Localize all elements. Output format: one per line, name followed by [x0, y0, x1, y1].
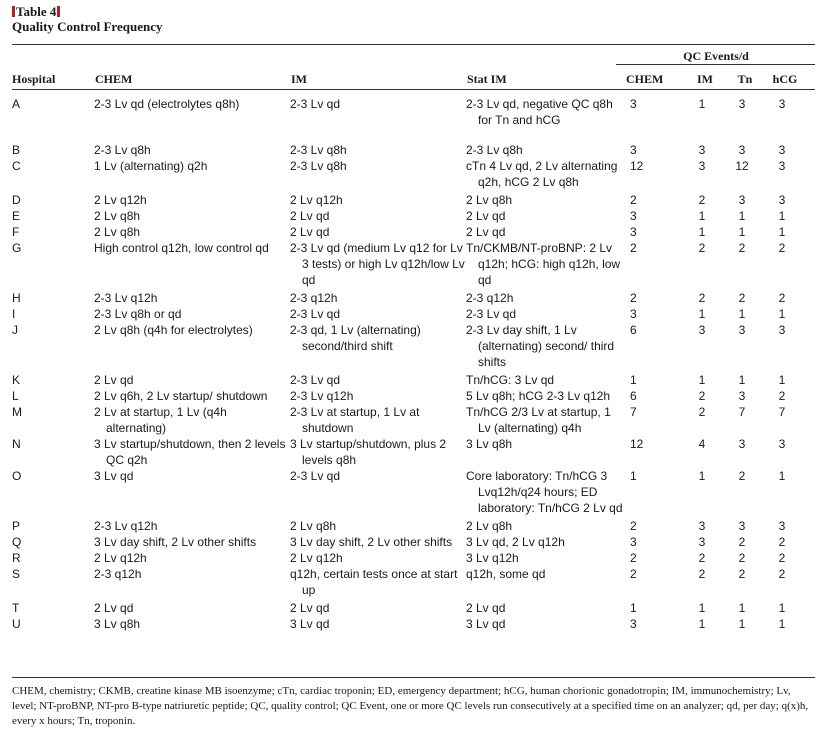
qc-chem-cell: 12 — [630, 437, 644, 451]
chem-cell: 2 Lv at startup, 1 Lv (q4h alternating) — [94, 405, 227, 435]
qc-im-cell: 1 — [698, 469, 706, 483]
stat-im-cell: Core laboratory: Tn/hCG 3 Lvq12h/q24 hours; ED laboratory: Tn/hCG 2 Lv qd — [466, 469, 623, 515]
qc-tn-cell: 3 — [738, 143, 746, 157]
qc-im-cell: 3 — [698, 535, 706, 549]
table-body — [12, 96, 802, 632]
accent-mark-left — [12, 6, 15, 17]
col-header-chem: CHEM — [95, 72, 133, 86]
hospital-cell: U — [12, 617, 21, 631]
qc-tn-cell: 1 — [738, 373, 746, 387]
qc-hcg-cell: 3 — [778, 159, 786, 173]
qc-im-cell: 1 — [698, 209, 706, 223]
qc-chem-cell: 1 — [630, 601, 637, 615]
table-row — [12, 158, 802, 190]
im-cell: 2 Lv q12h — [290, 193, 343, 207]
qc-tn-cell: 2 — [738, 469, 746, 483]
qc-chem-cell: 3 — [630, 307, 637, 321]
hospital-cell: I — [12, 307, 16, 321]
hospital-cell: N — [12, 437, 21, 451]
qc-chem-cell: 3 — [630, 225, 637, 239]
hospital-cell: D — [12, 193, 21, 207]
qc-hcg-cell: 2 — [778, 241, 786, 255]
qc-im-cell: 2 — [698, 193, 706, 207]
hospital-cell: O — [12, 469, 22, 483]
qc-im-cell: 1 — [698, 225, 706, 239]
table-row — [12, 128, 802, 158]
qc-hcg-cell: 3 — [778, 519, 786, 533]
table-subtitle: Quality Control Frequency — [12, 19, 163, 34]
chem-cell: 2 Lv q8h (q4h for electrolytes) — [94, 323, 253, 337]
hospital-cell: G — [12, 241, 22, 255]
col-header-qc-im: IM — [697, 72, 713, 86]
chem-cell: 2-3 Lv qd (electrolytes q8h) — [94, 97, 240, 111]
bottom-rule — [12, 677, 815, 678]
qc-im-cell: 3 — [698, 143, 706, 157]
stat-im-cell: 3 Lv qd, 2 Lv q12h — [466, 535, 565, 549]
qc-im-cell: 2 — [698, 567, 706, 581]
chem-cell: 2-3 Lv q12h — [94, 291, 158, 305]
qc-chem-cell: 3 — [630, 209, 637, 223]
chem-cell: 3 Lv startup/shutdown, then 2 levels QC q2h — [94, 437, 286, 467]
im-cell: 2-3 Lv qd — [290, 97, 341, 111]
qc-hcg-cell: 1 — [778, 307, 786, 321]
table-row — [12, 468, 802, 516]
qc-tn-cell: 12 — [735, 159, 749, 173]
qc-tn-cell: 1 — [738, 601, 746, 615]
qc-tn-cell: 3 — [738, 389, 746, 403]
hospital-cell: S — [12, 567, 21, 581]
qc-tn-cell: 2 — [738, 241, 746, 255]
stat-im-cell: 2-3 q12h — [466, 291, 514, 305]
chem-cell: 2 Lv qd — [94, 601, 134, 615]
im-cell: 3 Lv startup/shutdown, plus 2 levels q8h — [290, 437, 447, 467]
im-cell: 2-3 Lv q8h — [290, 159, 347, 173]
im-cell: 2 Lv qd — [290, 209, 330, 223]
top-rule — [12, 44, 815, 45]
qc-im-cell: 1 — [698, 97, 706, 111]
hospital-cell: B — [12, 143, 21, 157]
stat-im-cell: 2-3 Lv qd, negative QC q8h for Tn and hCG — [466, 97, 613, 127]
stat-im-cell: Tn/hCG 2/3 Lv at startup, 1 Lv (alternating) q4h — [466, 405, 611, 435]
hospital-cell: A — [12, 97, 21, 111]
qc-tn-cell: 7 — [738, 405, 746, 419]
qc-im-cell: 2 — [698, 241, 706, 255]
qc-tn-cell: 1 — [738, 225, 746, 239]
qc-tn-cell: 1 — [738, 617, 746, 631]
stat-im-cell: 2-3 Lv q8h — [466, 143, 523, 157]
stat-im-cell: 2 Lv qd — [466, 209, 506, 223]
qc-chem-cell: 12 — [630, 159, 644, 173]
table-row — [12, 240, 802, 288]
qc-chem-cell: 2 — [630, 193, 637, 207]
qc-im-cell: 3 — [698, 323, 706, 337]
table-row — [12, 190, 802, 208]
qc-chem-cell: 6 — [630, 389, 637, 403]
im-cell: 2-3 Lv qd (medium Lv q12 for Lv 3 tests) or high Lv q12h/low Lv qd — [290, 241, 465, 287]
stat-im-cell: 3 Lv q12h — [466, 551, 519, 565]
table-row — [12, 404, 802, 436]
qc-hcg-cell: 1 — [778, 373, 786, 387]
im-cell: 2-3 qd, 1 Lv (alternating) second/third shift — [290, 323, 421, 353]
qc-hcg-cell: 2 — [778, 551, 786, 565]
hospital-cell: F — [12, 225, 20, 239]
stat-im-cell: cTn 4 Lv qd, 2 Lv alternating q2h, hCG 2 Lv q8h — [466, 159, 618, 189]
table-row — [12, 436, 802, 468]
im-cell: 2-3 Lv qd — [290, 307, 341, 321]
im-cell: 2 Lv q12h — [290, 551, 343, 565]
chem-cell: 3 Lv q8h — [94, 617, 141, 631]
qc-events-group-header: QC Events/d — [683, 49, 749, 63]
im-cell: 2-3 Lv at startup, 1 Lv at shutdown — [290, 405, 420, 435]
im-cell: 2 Lv q8h — [290, 519, 337, 533]
chem-cell: 2 Lv q12h — [94, 193, 147, 207]
qc-tn-cell: 1 — [738, 307, 746, 321]
qc-im-cell: 3 — [698, 159, 706, 173]
qc-tn-cell: 3 — [738, 437, 746, 451]
stat-im-cell: 2-3 Lv qd — [466, 307, 517, 321]
table-row — [12, 598, 802, 616]
stat-im-cell: 2 Lv q8h — [466, 519, 513, 533]
table-row — [12, 616, 802, 632]
table-row — [12, 388, 802, 404]
stat-im-cell: 2 Lv qd — [466, 601, 506, 615]
qc-im-cell: 1 — [698, 617, 706, 631]
chem-cell: 3 Lv day shift, 2 Lv other shifts — [94, 535, 257, 549]
table-row — [12, 96, 802, 128]
im-cell: q12h, certain tests once at start up — [290, 567, 458, 597]
table-title-block — [12, 4, 162, 35]
qc-hcg-cell: 2 — [778, 291, 786, 305]
im-cell: 2-3 Lv qd — [290, 469, 341, 483]
col-header-hospital: Hospital — [12, 72, 56, 86]
im-cell: 3 Lv day shift, 2 Lv other shifts — [290, 535, 453, 549]
stat-im-cell: Tn/hCG: 3 Lv qd — [466, 373, 555, 387]
hospital-cell: C — [12, 159, 21, 173]
hospital-cell: R — [12, 551, 21, 565]
chem-cell: 2 Lv q8h — [94, 225, 141, 239]
table-row — [12, 208, 802, 224]
chem-cell: 1 Lv (alternating) q2h — [94, 159, 208, 173]
qc-chem-cell: 1 — [630, 469, 637, 483]
qc-hcg-cell: 1 — [778, 209, 786, 223]
chem-cell: 2 Lv q12h — [94, 551, 147, 565]
qc-hcg-cell: 7 — [778, 405, 786, 419]
chem-cell: 2 Lv qd — [94, 373, 134, 387]
qc-chem-cell: 2 — [630, 291, 637, 305]
qc-chem-cell: 2 — [630, 519, 637, 533]
table-row — [12, 224, 802, 240]
table-footnote: CHEM, chemistry; CKMB, creatine kinase MB isoenzyme; cTn, cardiac troponin; ED, emergency department; hCG, human chorionic gonadotropin; IM, immunochemistry; Lv, level; NT-proBNP, NT-pro B-type natriuretic peptide; QC, quality control; QC Event, one or more QC levels run consecutively at a specified time on an analyzer; qd, per day; q(x)h, every x hours; Tn, troponin. — [12, 685, 809, 727]
chem-cell: 2-3 Lv q12h — [94, 519, 158, 533]
qc-im-cell: 4 — [698, 437, 706, 451]
qc-tn-cell: 2 — [738, 291, 746, 305]
hospital-cell: E — [12, 209, 21, 223]
qc-tn-cell: 1 — [738, 209, 746, 223]
qc-im-cell: 1 — [698, 601, 706, 615]
qc-im-cell: 3 — [698, 519, 706, 533]
qc-chem-cell: 6 — [630, 323, 637, 337]
qc-im-cell: 1 — [698, 307, 706, 321]
im-cell: 2 Lv qd — [290, 225, 330, 239]
qc-chem-cell: 2 — [630, 551, 637, 565]
qc-hcg-cell: 3 — [778, 97, 786, 111]
im-cell: 3 Lv qd — [290, 617, 330, 631]
hospital-cell: L — [12, 389, 19, 403]
hospital-cell: K — [12, 373, 21, 387]
col-header-qc-chem: CHEM — [626, 72, 664, 86]
im-cell: 2-3 Lv qd — [290, 373, 341, 387]
accent-mark-right — [57, 6, 60, 17]
col-header-stat-im: Stat IM — [467, 72, 507, 86]
chem-cell: 2 Lv q6h, 2 Lv startup/ shutdown — [94, 389, 268, 403]
stat-im-cell: 5 Lv q8h; hCG 2-3 Lv q12h — [466, 389, 611, 403]
stat-im-cell: 2-3 Lv day shift, 1 Lv (alternating) second/ third shifts — [466, 323, 615, 369]
table-number: Table 4 — [16, 4, 57, 19]
qc-hcg-cell: 3 — [778, 323, 786, 337]
stat-im-cell: 2 Lv qd — [466, 225, 506, 239]
hospital-cell: T — [12, 601, 20, 615]
qc-tn-cell: 3 — [738, 323, 746, 337]
qc-hcg-cell: 1 — [778, 601, 786, 615]
qc-tn-cell: 3 — [738, 193, 746, 207]
qc-chem-cell: 2 — [630, 567, 637, 581]
chem-cell: 3 Lv qd — [94, 469, 134, 483]
qc-hcg-cell: 2 — [778, 389, 786, 403]
im-cell: 2-3 q12h — [290, 291, 338, 305]
qc-group-rule — [616, 64, 815, 65]
qc-im-cell: 2 — [698, 389, 706, 403]
qc-im-cell: 2 — [698, 551, 706, 565]
table-row — [12, 288, 802, 306]
qc-hcg-cell: 2 — [778, 567, 786, 581]
table-label — [12, 4, 162, 19]
qc-im-cell: 2 — [698, 291, 706, 305]
im-cell: 2-3 Lv q8h — [290, 143, 347, 157]
qc-chem-cell: 7 — [630, 405, 637, 419]
hospital-cell: H — [12, 291, 21, 305]
qc-tn-cell: 3 — [738, 519, 746, 533]
table-row — [12, 534, 802, 550]
qc-im-cell: 1 — [698, 373, 706, 387]
chem-cell: 2-3 Lv q8h or qd — [94, 307, 182, 321]
table-row — [12, 566, 802, 598]
hospital-cell: M — [12, 405, 22, 419]
qc-frequency-table — [12, 96, 802, 632]
hospital-cell: Q — [12, 535, 22, 549]
stat-im-cell: Tn/CKMB/NT-proBNP: 2 Lv q12h; hCG: high q12h, low qd — [466, 241, 621, 287]
stat-im-cell: q12h, some qd — [466, 567, 546, 581]
qc-chem-cell: 2 — [630, 241, 637, 255]
qc-hcg-cell: 1 — [778, 469, 786, 483]
stat-im-cell: 3 Lv q8h — [466, 437, 513, 451]
qc-chem-cell: 3 — [630, 97, 637, 111]
stat-im-cell: 3 Lv qd — [466, 617, 506, 631]
qc-chem-cell: 3 — [630, 617, 637, 631]
table-row — [12, 516, 802, 534]
col-header-qc-tn: Tn — [737, 72, 753, 86]
im-cell: 2-3 Lv q12h — [290, 389, 354, 403]
table-row — [12, 550, 802, 566]
col-header-im: IM — [291, 72, 307, 86]
table-row — [12, 306, 802, 322]
qc-hcg-cell: 1 — [778, 225, 786, 239]
qc-im-cell: 2 — [698, 405, 706, 419]
col-header-qc-hcg: hCG — [772, 72, 798, 86]
qc-tn-cell: 2 — [738, 567, 746, 581]
qc-chem-cell: 1 — [630, 373, 637, 387]
qc-hcg-cell: 3 — [778, 437, 786, 451]
qc-hcg-cell: 3 — [778, 143, 786, 157]
stat-im-cell: 2 Lv q8h — [466, 193, 513, 207]
header-rule — [12, 89, 815, 90]
qc-hcg-cell: 3 — [778, 193, 786, 207]
chem-cell: 2-3 q12h — [94, 567, 142, 581]
qc-tn-cell: 2 — [738, 535, 746, 549]
chem-cell: High control q12h, low control qd — [94, 241, 269, 255]
im-cell: 2 Lv qd — [290, 601, 330, 615]
table-row — [12, 370, 802, 388]
qc-tn-cell: 2 — [738, 551, 746, 565]
qc-hcg-cell: 1 — [778, 617, 786, 631]
table-row — [12, 322, 802, 370]
qc-chem-cell: 3 — [630, 143, 637, 157]
qc-tn-cell: 3 — [738, 97, 746, 111]
qc-chem-cell: 3 — [630, 535, 637, 549]
qc-hcg-cell: 2 — [778, 535, 786, 549]
chem-cell: 2-3 Lv q8h — [94, 143, 151, 157]
hospital-cell: P — [12, 519, 21, 533]
chem-cell: 2 Lv q8h — [94, 209, 141, 223]
hospital-cell: J — [12, 323, 18, 337]
